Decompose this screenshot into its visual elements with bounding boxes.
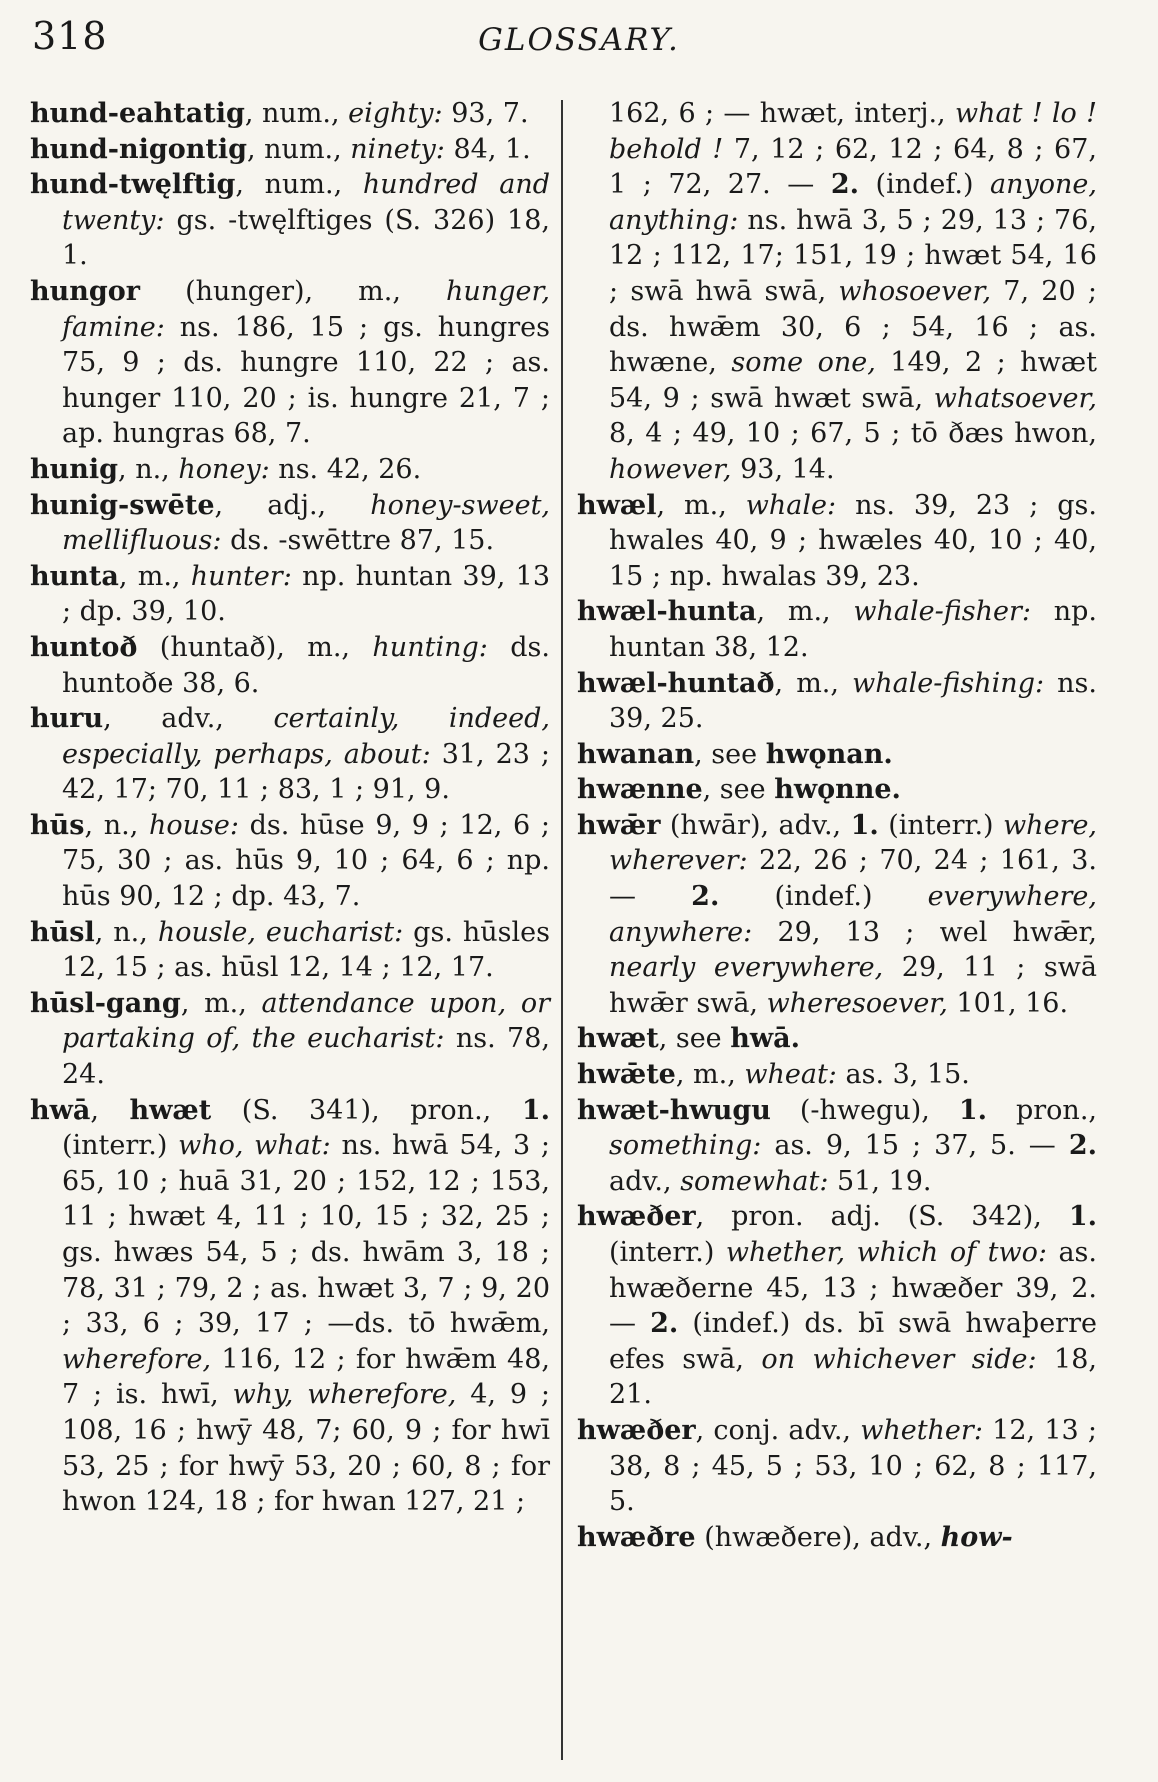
entry-text: , n., — [84, 809, 149, 841]
entry-text: 149, 2 ; hwæt 54, 9 ; swā hwæt swā, — [609, 347, 1106, 414]
glossary-entry — [30, 559, 559, 630]
definition: wheresoever, — [766, 987, 948, 1019]
entry-text: , adv., — [103, 703, 274, 735]
entry-text: , n., — [118, 453, 179, 485]
entry-text: , num., — [235, 169, 363, 201]
definition: hunting: — [372, 631, 488, 663]
glossary-entry — [577, 1520, 1097, 1556]
entry-text: , see — [702, 774, 775, 806]
glossary-entry — [30, 132, 550, 168]
glossary-entry — [577, 1413, 1106, 1520]
headword: 1. — [1068, 1201, 1097, 1233]
entry-text: 84, 1. — [444, 133, 531, 165]
headword: 1. — [958, 1094, 987, 1126]
entry-text: 8, 4 ; 49, 10 ; 67, 5 ; tō ðæs hwon, — [609, 382, 1106, 450]
glossary-entry — [30, 701, 559, 808]
right-column — [577, 96, 1106, 1555]
entry-text: ns. 39, 23 ; gs. hwales 40, 9 ; hwæles 40, 10 ; 40, 15 ; np. hwalas 39, 23. — [609, 489, 1106, 592]
headword: hwæl-hunta — [577, 596, 757, 628]
headword: hwæðer — [577, 1414, 696, 1446]
headword: hwæt — [129, 1094, 212, 1126]
headword: hwæt-hwugu — [577, 1094, 771, 1126]
headword: hwæðer — [577, 1201, 696, 1233]
entry-text: 12, 13 ; 38, 8 ; 45, 5 ; 53, 10 ; 62, 8 ; 117, 5. — [609, 1414, 1106, 1518]
entry-text: , m., — [118, 560, 191, 592]
glossary-entry — [30, 1093, 559, 1520]
entry-text: , — [90, 1094, 130, 1126]
definition: house: — [148, 809, 239, 841]
entry-text: (hwār), adv., — [660, 809, 851, 841]
headword: hwǫnan. — [765, 738, 893, 770]
headword: hund-nigontig — [30, 133, 247, 165]
entry-text: , n., — [94, 916, 158, 948]
glossary-entry — [577, 488, 1106, 595]
definition: whale-fisher: — [853, 596, 1031, 628]
entry-text: 22, 26 ; 70, 24 ; 161, 3. — — [609, 845, 1106, 913]
headword: hūs — [30, 809, 85, 841]
entry-text: , num., — [244, 98, 349, 129]
entry-text: pron., — [987, 1094, 1106, 1126]
headword: hwænne — [577, 774, 703, 806]
page-number: 318 — [32, 14, 108, 58]
glossary-entry — [30, 808, 559, 915]
glossary-entry — [577, 1021, 1097, 1057]
definition: on whichever side: — [761, 1343, 1037, 1375]
entry-text: (interr.) — [609, 1201, 1106, 1268]
definition: certainly, indeed, especially, perhaps, about: — [62, 703, 559, 770]
entry-text: , m., — [675, 1059, 745, 1091]
entry-text: 7, 12 ; 62, 12 ; 64, 8 ; 67, 1 ; 72, 27. — — [609, 133, 1106, 201]
definition: whether, which of two: — [725, 1237, 1047, 1268]
entry-text: ns. 78, 24. — [62, 1023, 559, 1091]
glossary-entry — [577, 594, 1106, 665]
entry-text: , num., — [247, 133, 351, 165]
definition: housle, eucharist: — [157, 916, 404, 948]
entry-text: (interr.) — [878, 809, 1004, 841]
definition: ninety: — [350, 133, 445, 165]
headword: huru — [30, 703, 104, 735]
entry-text: 29, 13 ; wel hwǣr, — [752, 916, 1106, 948]
entry-text: , adj., — [214, 489, 371, 521]
headword: hwǣte — [577, 1059, 676, 1091]
entry-text: as. 9, 15 ; 37, 5. — — [761, 1130, 1069, 1162]
entry-text: 7, 20 ; ds. hwǣm 30, 6 ; 54, 16 ; as. hwæne, — [609, 275, 1106, 379]
headword: hwanan — [577, 738, 695, 770]
entry-text: (S. 341), pron., — [211, 1094, 522, 1126]
entry-text: adv., — [609, 1130, 1106, 1197]
entry-text: 18, 21. — [609, 1343, 1106, 1411]
headword: hwæt — [577, 1023, 659, 1055]
definition: eighty: — [348, 98, 443, 129]
entry-text: 51, 19. — [828, 1165, 932, 1197]
glossary-entry — [577, 666, 1106, 737]
definition: why, wherefore, — [232, 1379, 457, 1411]
entry-text: (interr.) — [62, 1094, 559, 1162]
definition: who, what: — [178, 1130, 331, 1162]
entry-text: as. 3, 15. — [836, 1059, 970, 1091]
definition: anyone, anything: — [609, 169, 1106, 236]
entry-text: ds. -swēttre 87, 15. — [221, 525, 495, 557]
definition: however, — [609, 453, 732, 485]
definition: whatsoever, — [933, 382, 1097, 414]
entry-text: ns. hwā 3, 5 ; 29, 13 ; 76, 12 ; 112, 17; 151, 19 ; hwæt 54, 16 ; swā hwā swā, — [609, 204, 1106, 307]
headword: 2. — [691, 881, 720, 913]
entry-text: , see — [658, 1023, 731, 1055]
entry-text: ns. 186, 15 ; gs. hungres 75, 9 ; ds. hungre 110, 22 ; as. hunger 110, 20 ; is. hungre 21, 7 ; ap. hungras 68, 7. — [62, 311, 559, 450]
entry-text: ns. 42, 26. — [269, 453, 422, 485]
headword: 2. — [830, 169, 859, 201]
headword: hwæl-huntað — [577, 667, 775, 699]
headword: hwæðre — [577, 1521, 696, 1553]
entry-text: ns. 39, 25. — [609, 667, 1106, 735]
headword: hungor — [30, 275, 141, 307]
entry-text: , m., — [656, 489, 746, 521]
column-divider — [561, 100, 563, 1760]
entry-text: , pron. adj. (S. 342), — [695, 1201, 1069, 1233]
entry-text: ns. hwā 54, 3 ; 65, 10 ; huā 31, 20 ; 152, 12 ; 153, 11 ; hwæt 4, 11 ; 10, 15 ; 32, 25 ; gs. hwæs 54, 5 ; ds. hwām 3, 18 ; 78, 31 ; 79, 2 ; as. hwæt 3, 7 ; 9, 20 ; 33, 6 ; 39, 17 ; —ds. tō hwǣm, — [62, 1130, 559, 1340]
definition: hunter: — [190, 560, 292, 592]
definition: somewhat: — [680, 1165, 829, 1197]
headword: 1. — [521, 1094, 550, 1126]
definition: honey-sweet, mellifluous: — [62, 489, 559, 557]
glossary-entry — [30, 452, 550, 488]
headword: hunta — [30, 560, 119, 592]
headword: 2. — [1068, 1130, 1097, 1162]
entry-text: , conj. adv., — [695, 1414, 861, 1446]
running-head: GLOSSARY. — [478, 22, 680, 58]
definition: hundred and twenty: — [62, 169, 559, 236]
entry-text: (-hwegu), — [770, 1094, 959, 1126]
glossary-entry — [577, 808, 1106, 1022]
entry-text: gs. hūsles 12, 15 ; as. hūsl 12, 14 ; 12, 17. — [62, 916, 559, 984]
continued-entry — [577, 96, 1106, 488]
headword: hwæl — [577, 489, 657, 521]
headword: hunig — [30, 453, 119, 485]
entry-text: np. huntan 39, 13 ; dp. 39, 10. — [62, 560, 559, 628]
definition: attendance upon, or partaking of, the eucharist: — [62, 987, 559, 1055]
glossary-entry — [30, 986, 559, 1093]
definition: wheat: — [744, 1059, 837, 1091]
entry-text: 116, 12 ; for hwǣm 48, 7 ; is. hwī, — [62, 1343, 559, 1411]
headword: hūsl-gang — [30, 987, 181, 1019]
left-column — [30, 96, 559, 1520]
definition: some one, — [731, 347, 876, 379]
glossary-entry — [30, 630, 559, 701]
entry-text: gs. -twęlftiges (S. 326) 18, 1. — [62, 204, 559, 272]
entry-text: ds. hūse 9, 9 ; 12, 6 ; 75, 30 ; as. hūs 9, 10 ; 64, 6 ; np. hūs 90, 12 ; dp. 43, 7. — [62, 809, 559, 913]
headword: how- — [940, 1521, 1013, 1553]
definition: everywhere, anywhere: — [609, 881, 1106, 948]
entry-text: (indef.) — [719, 881, 928, 913]
headword: hwǣr — [577, 809, 661, 841]
entry-text: 31, 23 ; 42, 17; 70, 11 ; 83, 1 ; 91, 9. — [62, 738, 559, 806]
glossary-entry — [577, 1057, 1097, 1093]
headword: 2. — [650, 1308, 679, 1340]
entry-text: (hunger), m., — [140, 275, 447, 307]
glossary-entry — [577, 737, 1097, 773]
entry-text: , m., — [180, 987, 262, 1019]
headword: hund-eahtatig — [30, 98, 245, 129]
definition: what ! lo ! behold ! — [609, 98, 1106, 165]
entry-text: 93, 14. — [731, 453, 835, 485]
glossary-entry — [30, 915, 559, 986]
definition: whether: — [860, 1414, 983, 1446]
entry-text: (huntað), m., — [137, 631, 373, 663]
entry-text: (indef.) ds. bī swā hwaþerre efes swā, — [609, 1308, 1106, 1375]
glossary-entry — [30, 488, 559, 559]
headword: hūsl — [30, 916, 95, 948]
entry-text: 29, 11 ; swā hwǣr swā, — [609, 952, 1106, 1019]
glossary-entry — [577, 1093, 1106, 1200]
entry-text: 101, 16. — [947, 987, 1069, 1019]
entry-text: (indef.) — [859, 169, 991, 201]
headword: hund-twęlftig — [30, 169, 236, 201]
definition: whale-fishing: — [852, 667, 1045, 699]
entry-text: , m., — [774, 667, 853, 699]
definition: whosoever, — [838, 275, 992, 307]
headword: hwǫnne. — [774, 774, 901, 806]
headword: hunig-swēte — [30, 489, 215, 521]
definition: whale: — [745, 489, 837, 521]
entry-text: , see — [694, 738, 766, 770]
entry-text: 162, 6 ; — hwæt, interj., — [609, 98, 955, 129]
entry-text: (hwæðere), adv., — [695, 1521, 941, 1553]
glossary-entry — [30, 96, 550, 132]
entry-text: 4, 9 ; 108, 16 ; hwȳ 48, 7; 60, 9 ; for hwī 53, 25 ; for hwȳ 53, 20 ; 60, 8 ; for hwon 124, 18 ; for hwan 127, 21 ; — [62, 1379, 559, 1518]
entry-text: 93, 7. — [442, 98, 529, 129]
glossary-entry — [30, 167, 559, 274]
glossary-entry — [577, 1199, 1106, 1413]
glossary-entry — [577, 772, 1097, 808]
definition: wherefore, — [62, 1343, 212, 1375]
entry-text: as. hwæðerne 45, 13 ; hwæðer 39, 2. — — [609, 1237, 1106, 1340]
entry-text: , m., — [756, 596, 854, 628]
glossary-entry — [30, 274, 559, 452]
headword: huntoð — [30, 631, 138, 663]
entry-text: ds. huntoðe 38, 6. — [62, 631, 559, 699]
headword: hwā — [30, 1094, 91, 1126]
definition: something: — [609, 1130, 762, 1162]
definition: honey: — [178, 453, 270, 485]
entry-text: np. huntan 38, 12. — [609, 596, 1106, 663]
definition: hunger, famine: — [62, 275, 559, 343]
headword: hwā. — [730, 1023, 801, 1055]
definition: where, wherever: — [609, 809, 1106, 877]
headword: 1. — [850, 809, 879, 841]
definition: nearly everywhere, — [609, 952, 884, 984]
